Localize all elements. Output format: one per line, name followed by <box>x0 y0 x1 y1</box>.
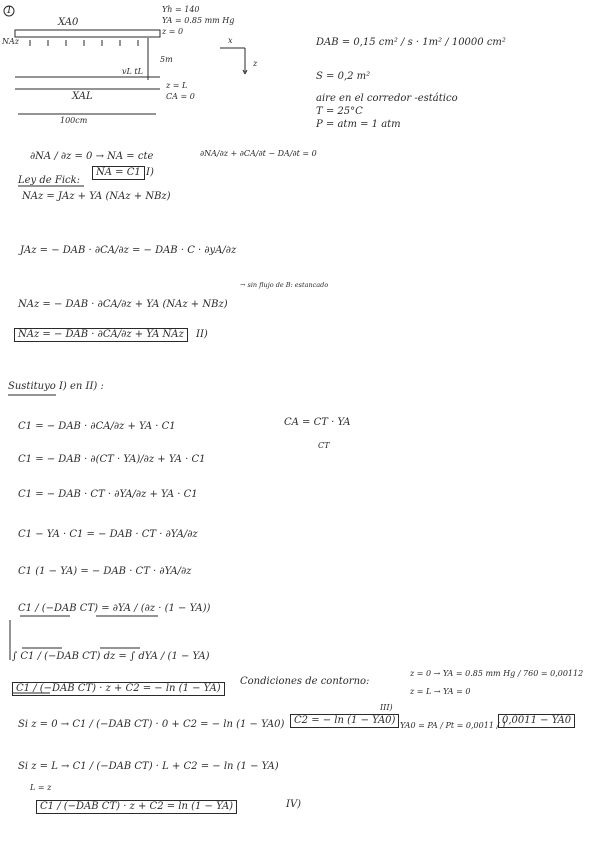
bottom-condition-1: z = L <box>166 81 188 90</box>
balance-tag: I) <box>146 167 154 178</box>
condition-temperature: T = 25°C <box>316 106 363 117</box>
sustituyo-heading: Sustituyo I) en II) : <box>8 381 104 392</box>
top-condition-2: YA = 0.85 mm Hg <box>162 16 235 25</box>
problem-number: 1 <box>6 5 13 16</box>
column-top-bar <box>15 30 160 37</box>
balance-side-equation: ∂NA/∂z + ∂CA/∂t − DA/∂t = 0 <box>200 149 317 158</box>
bottom-condition-2: CA = 0 <box>166 92 195 101</box>
si-zl-tag: IV) <box>286 799 302 810</box>
integral-equation: ∫ C1 / (−DAB CT) dz = ∫ dYA / (1 − YA) <box>12 651 210 662</box>
xal-label: XAL <box>72 91 93 102</box>
si-z0-equation: Si z = 0 → C1 / (−DAB CT) · 0 + C2 = − ln (1 − YA0) <box>18 719 285 730</box>
naz-equation: NAz = − DAB · ∂CA/∂z + YA (NAz + NBz) <box>18 299 228 310</box>
height-label: 5m <box>160 55 173 64</box>
fick-title: Ley de Fick: <box>18 175 81 186</box>
condition-air: aire en el corredor -estático <box>316 93 458 104</box>
si-z0-tag: III) <box>380 703 393 712</box>
ca-definition-denominator: CT <box>318 441 330 450</box>
stagnant-note: → sin flujo de B: estancado <box>240 281 329 289</box>
length-label: 100cm <box>60 116 88 125</box>
si-zl-boxed: C1 / (−DAB CT) · z + C2 = ln (1 − YA) <box>36 800 237 814</box>
l-equals-z: L = z <box>30 783 52 792</box>
ya0-equation: YA0 = PA / Pt = 0,0011 / 1 <box>400 721 507 730</box>
xa0-label: XA0 <box>58 17 79 28</box>
naz-tag: II) <box>196 329 208 340</box>
ca-definition: CA = CT · YA <box>284 417 351 428</box>
jaz-equation: JAz = − DAB · ∂CA/∂z = − DAB · C · ∂yA/∂z <box>20 245 237 256</box>
naz-boxed: NAz = − DAB · ∂CA/∂z + YA NAz <box>14 328 188 342</box>
step-1: C1 = − DAB · ∂CA/∂z + YA · C1 <box>18 421 176 432</box>
boundary-condition-2: z = L → YA = 0 <box>410 687 471 696</box>
ya0-boxed: 0,0011 − YA0 <box>498 714 575 728</box>
flux-arrows <box>30 40 138 46</box>
x-axis-label: x <box>228 36 233 45</box>
integrated-equation: C1 / (−DAB CT) · z + C2 = − ln (1 − YA) <box>12 682 225 696</box>
si-z0-boxed: C2 = − ln (1 − YA0) <box>290 714 399 728</box>
step-3: C1 = − DAB · CT · ∂YA/∂z + YA · C1 <box>18 489 198 500</box>
step-4: C1 − YA · C1 = − DAB · CT · ∂YA/∂z <box>18 529 198 540</box>
z-axis-label: z <box>253 59 258 68</box>
separation-equation: C1 / (−DAB CT) = ∂YA / (∂z · (1 − YA)) <box>18 603 211 614</box>
condition-pressure: P = atm = 1 atm <box>316 119 401 130</box>
area-value: S = 0,2 m² <box>316 71 371 82</box>
balance-boxed: NA = C1 <box>92 166 145 180</box>
top-condition-1: Yh = 140 <box>162 5 200 14</box>
step-2: C1 = − DAB · ∂(CT · YA)/∂z + YA · C1 <box>18 454 206 465</box>
boundary-title: Condiciones de contorno: <box>240 676 370 687</box>
top-condition-3: z = 0 <box>162 27 184 36</box>
dab-value: DAB = 0,15 cm² / s · 1m² / 10000 cm² <box>316 37 506 48</box>
fick-equation: NAz = JAz + YA (NAz + NBz) <box>22 191 171 202</box>
boundary-condition-1: z = 0 → YA = 0.85 mm Hg / 760 = 0,00112 <box>410 669 584 678</box>
si-zl-equation: Si z = L → C1 / (−DAB CT) · L + C2 = − ln (1 − YA) <box>18 761 279 772</box>
balance-equation: ∂NA / ∂z = 0 → NA = cte <box>30 151 154 162</box>
flux-label: vL tL <box>122 67 143 76</box>
step-5: C1 (1 − YA) = − DAB · CT · ∂YA/∂z <box>18 566 192 577</box>
naz-label: NAz <box>2 37 19 46</box>
